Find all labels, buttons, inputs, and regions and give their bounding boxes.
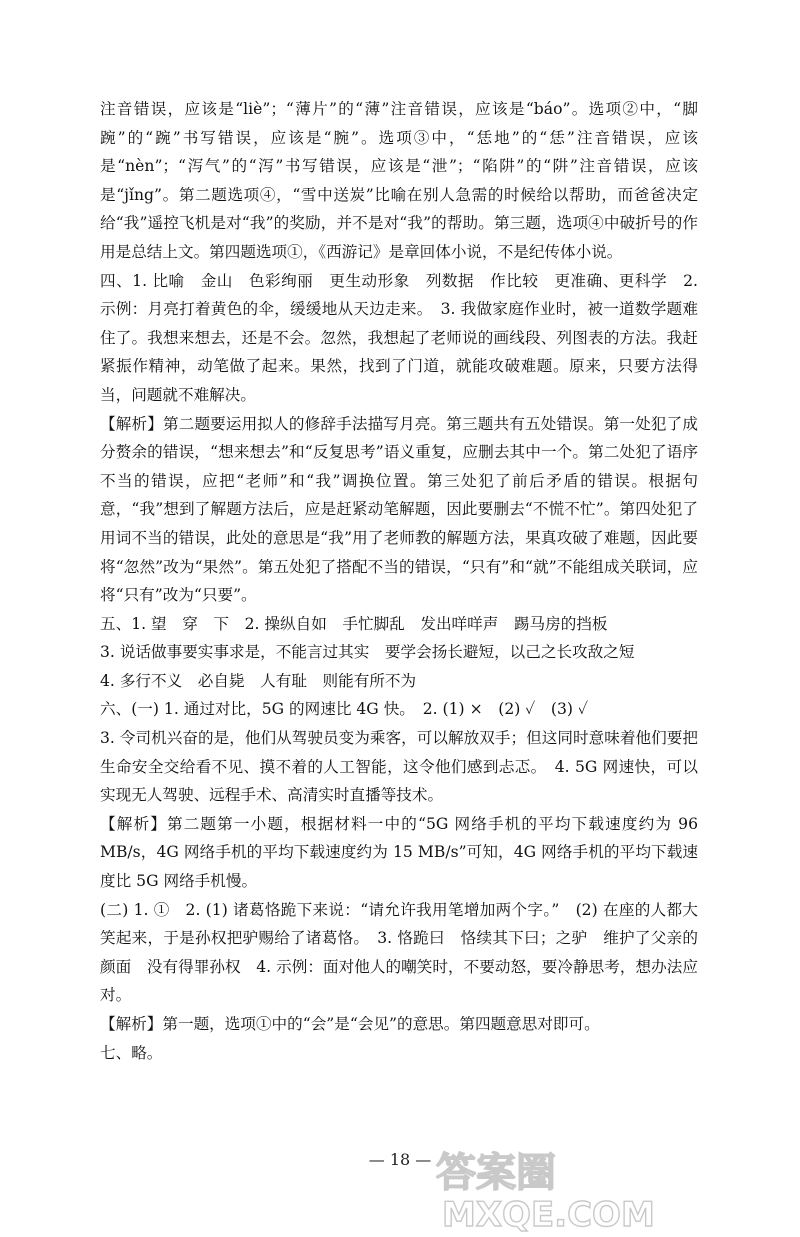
paragraph-section-six-part-two-analysis: 【解析】第一题，选项①中的“会”是“会见”的意思。第四题意思对即可。	[100, 1015, 600, 1033]
watermark-top-text: 答案圈	[436, 1150, 556, 1196]
paragraph-prev-section-notes: 注音错误，应该是“liè”；“薄片”的“薄”注音错误，应该是“báo”。选项②中，“脚踠”的“踠”书写错误，应该是“腕”。选项③中，“恁地”的“恁”注音错误，应该是“nèn”；“泻气”的“泻”书写错误，应该是“泄”；“陷阱”的“阱”注音错误，应该是“jǐng”。第二题选项④，“雪中送炭”比喻在别人急需的时候给以帮助，而爸爸决定给“我”遥控飞机是对“我”的奖励，并不是对“我”的帮助。第三题，选项④中破折号的作用是总结上文。第四题选项①，《西游记》是章回体小说，不是纪传体小说。	[100, 100, 698, 261]
watermark-bottom-text: MXQE.COM	[442, 1195, 655, 1232]
paragraph-section-five-q4: 4. 多行不义 必自毙 人有耻 则能有所不为	[100, 671, 417, 690]
paragraph-section-six-part-one: 六、(一) 1. 通过对比，5G 的网速比 4G 快。 2. (1) × (2) ✓ (3) ✓	[100, 700, 589, 719]
page-number: — 18 —	[368, 1150, 432, 1169]
paragraph-section-four: 四、1. 比喻 金山 色彩绚丽 更生动形象 列数据 作比较 更准确、更科学 2. 示例：月亮打着黄色的伞，缓缓地从天边走来。 3. 我做家庭作业时，被一道数学题难住了。我想来想去，还是不会。忽然，我想起了老师说的画线段、列图表的方法。我赶紧振作精神，动笔做了起来。果然，找到了门道，就能攻破难题。原来，只要方法得当，问题就不难解决。	[100, 271, 698, 404]
paragraph-section-six-analysis: 【解析】第二题第一小题，根据材料一中的“5G 网络手机的平均下载速度约为 96 MB/s，4G 网络手机的平均下载速度约为 15 MB/s”可知，4G 网络手机的平均下载速度比 5G 网络手机慢。	[100, 814, 698, 891]
paragraph-section-four-analysis: 【解析】第二题要运用拟人的修辞手法描写月亮。第三题共有五处错误。第一处犯了成分赘余的错误，“想来想去”和“反复思考”语义重复，应删去其中一个。第二处犯了语序不当的错误，应把“老师”和“我”调换位置。第三处犯了前后矛盾的错误。根据句意，“我”想到了解题方法后，应是赶紧动笔解题，因此要删去“不慌不忙”。第四处犯了用词不当的错误，此处的意思是“我”用了老师教的解题方法，果真攻破了难题，因此要将“忽然”改为“果然”。第五处犯了搭配不当的错误，“只有”和“就”不能组成关联词，应将“只有”改为“只要”。	[100, 414, 698, 605]
paragraph-section-seven: 七、略。	[100, 1043, 163, 1062]
answer-text-body	[100, 95, 698, 1067]
paragraph-section-five-q1-q2: 五、1. 望 穿 下 2. 操纵自如 手忙脚乱 发出咩咩声 踢马房的挡板	[100, 614, 608, 633]
paragraph-section-six-q3-q4: 3. 令司机兴奋的是，他们从驾驶员变为乘客，可以解放双手；但这同时意味着他们要把生命安全交给看不见、摸不着的人工智能，这令他们感到忐忑。 4. 5G 网速快，可以实现无人驾驶、远程手术、高清实时直播等技术。	[100, 729, 698, 805]
paragraph-section-five-q3: 3. 说话做事要实事求是，不能言过其实 要学会扬长避短，以己之长攻敌之短	[100, 643, 635, 662]
paragraph-section-six-part-two: (二) 1. ① 2. (1) 诸葛恪跪下来说：“请允许我用笔增加两个字。” (2) 在座的人都大笑起来，于是孙权把驴赐给了诸葛恪。 3. 恪跪曰 恪续其下曰；之驴 维护了父亲的颜面 没有得罪孙权 4. 示例：面对他人的嘲笑时，不要动怒，要冷静思考，想办法应对。	[100, 900, 698, 1005]
watermark-logo	[418, 1142, 790, 1232]
